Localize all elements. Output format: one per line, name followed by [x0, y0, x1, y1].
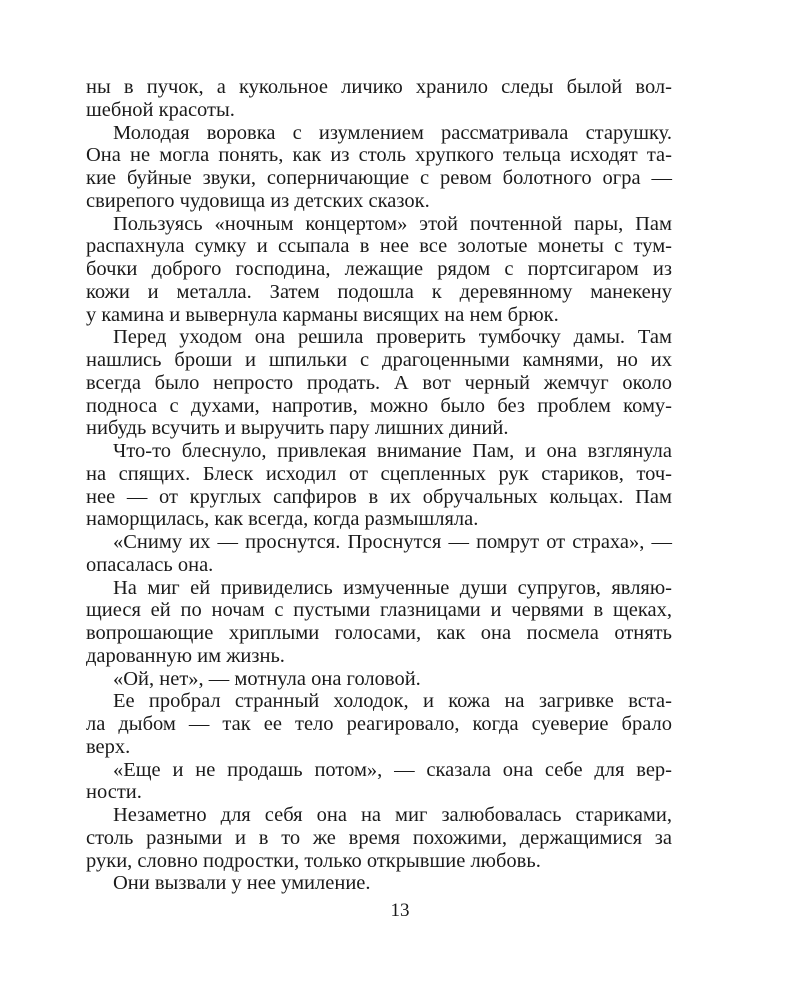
paragraph — [86, 531, 672, 577]
text-line: «Ой, нет», — мотнула она головой. — [113, 667, 421, 690]
paragraph — [86, 577, 672, 668]
text-line: Они вызвали у нее умиление. — [113, 872, 371, 895]
paragraph — [86, 804, 672, 872]
text-line: Что-то блеснуло, привлекая внимание Пам, и она взглянула — [113, 440, 672, 462]
text-line: Молодая воровка с изумлением рассматривала старушку. — [113, 121, 672, 144]
text-line: дарованную им жизнь. — [86, 644, 285, 667]
text-line: ла дыбом — так ее тело реагировало, когда суеверие брало — [86, 713, 672, 735]
text-line: «Еще и не продашь потом», — сказала она себе для вер- — [113, 758, 672, 781]
page-body — [86, 76, 672, 895]
text-line: «Сниму их — проснутся. Проснутся — помрут от страха», — — [113, 531, 672, 553]
page-number: 13 — [390, 900, 410, 921]
text-line: Ее пробрал странный холодок, и кожа на загривке вста- — [113, 690, 672, 713]
paragraph — [86, 872, 672, 895]
text-line: ны в пучок, а кукольное личико хранило следы былой вол- — [86, 76, 672, 98]
paragraph — [86, 122, 672, 213]
text-line: на спящих. Блеск исходил от сцепленных рук стариков, точ- — [86, 462, 672, 485]
text-line: у камина и вывернула карманы висящих на нем брюк. — [86, 303, 559, 326]
text-line: ности. — [86, 781, 142, 804]
text-line: руки, словно подростки, только открывшие любовь. — [86, 849, 541, 872]
text-line: Незаметно для себя она на миг залюбовалась стариками, — [113, 804, 672, 826]
text-line: распахнула сумку и ссыпала в нее все золотые монеты с тум- — [86, 235, 672, 258]
text-line: кие буйные звуки, соперничающие с ревом болотного огра — — [86, 167, 672, 189]
text-line: верх. — [86, 735, 131, 758]
text-line: нибудь всучить и выручить пару лишних диний. — [86, 417, 509, 440]
text-line: свирепого чудовища из детских сказок. — [86, 189, 430, 212]
text-line: опасалась она. — [86, 553, 214, 576]
text-line: бочки доброго господина, лежащие рядом с портсигаром из — [86, 258, 672, 280]
text-line: Она не могла понять, как из столь хрупкого тельца исходят та- — [86, 144, 672, 167]
text-line: шебной красоты. — [86, 98, 235, 121]
text-line: вопрошающие хриплыми голосами, как она посмела отнять — [86, 622, 672, 644]
paragraph — [86, 668, 672, 691]
text-line: наморщилась, как всегда, когда размышляла. — [86, 508, 479, 531]
text-line: кожи и металла. Затем подошла к деревянному манекену — [86, 280, 672, 303]
paragraph — [86, 213, 672, 327]
text-line: нее — от круглых сапфиров в их обручальных кольцах. Пам — [86, 485, 672, 508]
text-line: подноса с духами, напротив, можно было без проблем кому- — [86, 394, 672, 417]
paragraph — [86, 440, 672, 531]
text-line: всегда было непросто продать. А вот черный жемчуг около — [86, 371, 672, 394]
text-line: щиеся ей по ночам с пустыми глазницами и червями в щеках, — [86, 599, 672, 622]
paragraph — [86, 76, 672, 122]
text-line: столь разными и в то же время похожими, держащимися за — [86, 826, 672, 849]
text-line: нашлись броши и шпильки с драгоценными камнями, но их — [86, 349, 672, 371]
paragraph — [86, 759, 672, 805]
paragraph — [86, 690, 672, 758]
paragraph — [86, 326, 672, 440]
text-line: На миг ей привиделись измученные души супругов, являю- — [113, 576, 672, 599]
text-line: Перед уходом она решила проверить тумбочку дамы. Там — [113, 326, 672, 349]
text-line: Пользуясь «ночным концертом» этой почтенной пары, Пам — [113, 212, 672, 235]
